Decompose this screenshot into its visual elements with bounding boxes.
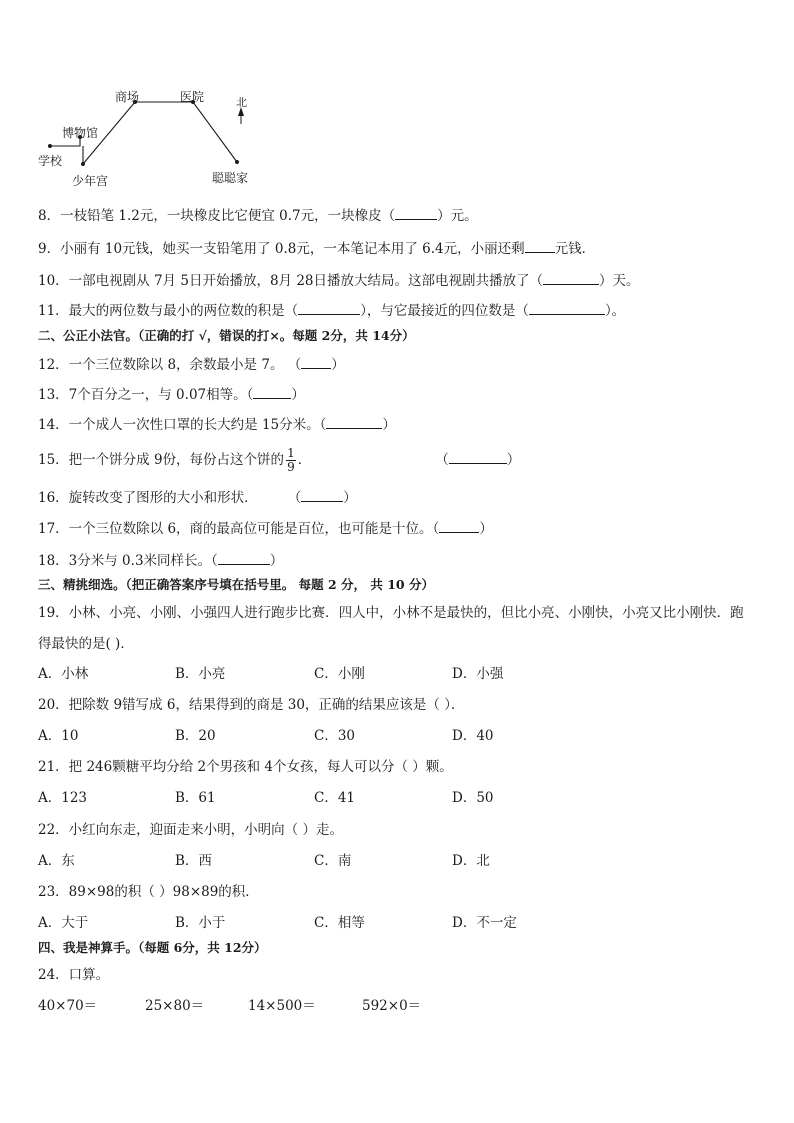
question-21-option-c[interactable]: C．41 xyxy=(314,790,356,806)
question-13: 13．7个百分之一，与 0.07相等。（ ） xyxy=(38,384,305,405)
answer-blank[interactable] xyxy=(439,518,479,533)
answer-blank[interactable] xyxy=(525,238,555,253)
map-label-youth-palace: 少年宫 xyxy=(72,174,109,188)
mental-math-item: 14×500＝ xyxy=(248,998,316,1014)
answer-blank[interactable] xyxy=(253,384,291,399)
answer-blank[interactable] xyxy=(395,205,437,220)
answer-blank[interactable] xyxy=(449,449,507,464)
answer-blank[interactable] xyxy=(301,487,343,502)
question-19-line-2: 得最快的是( )． xyxy=(38,636,134,652)
question-8: 8．一枝铅笔 1.2元，一块橡皮比它便宜 0.7元，一块橡皮（ ）元。 xyxy=(38,205,478,226)
map-label-mall: 商场 xyxy=(115,90,140,104)
question-24-title: 24．口算。 xyxy=(38,967,110,983)
question-18: 18．3分米与 0.3米同样长。（ ） xyxy=(38,550,283,571)
answer-blank[interactable] xyxy=(298,300,360,315)
answer-blank[interactable] xyxy=(326,414,382,429)
question-23-option-a[interactable]: A．大于 xyxy=(38,915,89,931)
map-label-congcong-home: 聪聪家 xyxy=(212,171,249,185)
fraction-one-ninth: $\frac{1}{9}$ xyxy=(287,446,295,474)
question-12: 12．一个三位数除以 8，余数最小是 7。 （ ） xyxy=(38,354,345,375)
mental-math-item: 40×70＝ xyxy=(38,998,98,1014)
question-23-option-b[interactable]: B．小于 xyxy=(175,915,226,931)
section-3-heading: 三、精挑细选。（把正确答案序号填在括号里。 每题 2 分， 共 10 分） xyxy=(38,577,434,592)
question-20-option-a[interactable]: A．10 xyxy=(38,728,79,744)
question-19-option-b[interactable]: B．小亮 xyxy=(175,666,226,682)
question-19-line-1: 19．小林、小亮、小刚、小强四人进行跑步比赛．四人中，小林不是最快的，但比小亮、小刚快，小亮又比小刚快．跑 xyxy=(38,605,744,621)
question-14: 14．一个成人一次性口罩的长大约是 15分米。（ ） xyxy=(38,414,396,435)
answer-blank[interactable] xyxy=(529,300,605,315)
question-15: 15．把一个饼分成 9份，每份占这个饼的 $\frac{1}{9}$ ． （ ） xyxy=(38,446,521,474)
answer-blank[interactable] xyxy=(218,550,270,565)
mental-math-item: 592×0＝ xyxy=(362,998,422,1014)
question-22-option-b[interactable]: B．西 xyxy=(175,853,212,869)
question-23-option-c[interactable]: C．相等 xyxy=(314,915,365,931)
question-19-option-c[interactable]: C．小刚 xyxy=(314,666,365,682)
question-22-option-d[interactable]: D．北 xyxy=(452,853,490,869)
question-22: 22．小红向东走，迎面走来小明，小明向（ ）走。 xyxy=(38,822,343,838)
question-21: 21．把 246颗糖平均分给 2个男孩和 4个女孩，每人可以分（ ）颗。 xyxy=(38,759,453,775)
question-19-option-d[interactable]: D．小强 xyxy=(452,666,504,682)
map-label-museum: 博物馆 xyxy=(62,126,99,140)
map-label-school: 学校 xyxy=(38,154,63,168)
question-16: 16．旋转改变了图形的大小和形状． （ ） xyxy=(38,487,357,508)
question-19-option-a[interactable]: A．小林 xyxy=(38,666,89,682)
question-9: 9．小丽有 10元钱，她买一支铅笔用了 0.8元，一本笔记本用了 6.4元，小丽还剩 元钱． xyxy=(38,238,595,259)
answer-blank[interactable] xyxy=(543,270,599,285)
question-10: 10．一部电视剧从 7月 5日开始播放，8月 28日播放大结局。这部电视剧共播放了（ ）天。 xyxy=(38,270,640,291)
map-label-hospital: 医院 xyxy=(180,90,205,104)
question-22-option-c[interactable]: C．南 xyxy=(314,853,352,869)
question-20-option-c[interactable]: C．30 xyxy=(314,728,356,744)
question-23-option-d[interactable]: D．不一定 xyxy=(452,915,517,931)
question-21-option-a[interactable]: A．123 xyxy=(38,790,88,806)
question-21-option-b[interactable]: B．61 xyxy=(175,790,216,806)
route-map xyxy=(30,80,270,195)
section-2-heading: 二、公正小法官。（正确的打 √，错误的打×。每题 2分，共 14分） xyxy=(38,328,415,343)
question-23: 23．89×98的积（ ）98×89的积． xyxy=(38,884,259,900)
answer-blank[interactable] xyxy=(301,354,331,369)
question-17: 17．一个三位数除以 6，商的最高位可能是百位，也可能是十位。（ ） xyxy=(38,518,493,539)
question-22-option-a[interactable]: A．东 xyxy=(38,853,75,869)
question-20-option-b[interactable]: B．20 xyxy=(175,728,216,744)
question-20-option-d[interactable]: D．40 xyxy=(452,728,494,744)
map-label-north: 北 xyxy=(236,96,247,109)
question-20: 20．把除数 9错写成 6，结果得到的商是 30，正确的结果应该是（ ）． xyxy=(38,697,465,713)
question-21-option-d[interactable]: D．50 xyxy=(452,790,494,806)
mental-math-item: 25×80＝ xyxy=(145,998,205,1014)
section-4-heading: 四、我是神算手。（每题 6分，共 12分） xyxy=(38,940,267,955)
question-11: 11．最大的两位数与最小的两位数的积是（ ），与它最接近的四位数是（ ）。 xyxy=(38,300,625,321)
